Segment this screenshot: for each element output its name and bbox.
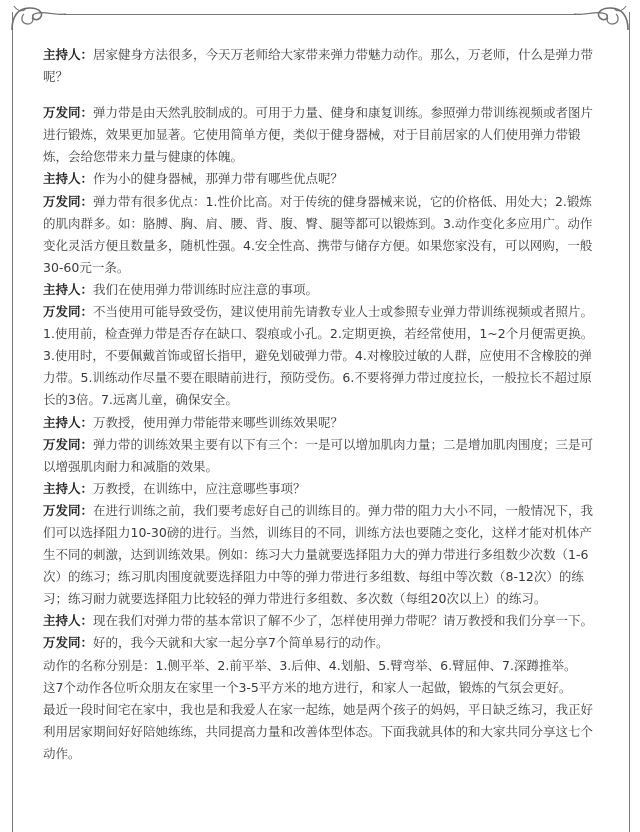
dialogue-paragraph xyxy=(43,434,595,478)
dialogue-paragraph xyxy=(43,279,595,301)
dialogue-paragraph xyxy=(43,655,595,677)
speaker-label: 主持人： xyxy=(43,171,94,187)
dialogue-paragraph xyxy=(43,677,595,699)
speaker-label: 主持人： xyxy=(43,613,94,629)
paragraph-text: 不当使用可能导致受伤，建议使用前先请教专业人士或参照专业弹力带训练视频或者照片。1.使用前，检查弹力带是否存在缺口、裂痕或小孔。2.定期更换，若经常使用，1~2个月便需更换。3.使用时，不要佩戴首饰或留长指甲，避免划破弹力带。4.对橡胶过敏的人群，应使用不含橡胶的弹力带。5.训练动作尽量不要在眼睛前进行，预防受伤。6.不要将弹力带过度拉长，一般拉长不超过原长的3倍。7.远离儿童，确保安全。 xyxy=(43,304,594,408)
paragraph-text: 好的，我今天就和大家一起分享7个简单易行的动作。 xyxy=(93,635,389,651)
paragraph-text: 作为小的健身器械，那弹力带有哪些优点呢？ xyxy=(93,171,344,187)
paragraph-text: 我们在使用弹力带训练时应注意的事项。 xyxy=(93,281,319,297)
dialogue-paragraph xyxy=(43,610,595,632)
paragraph-text: 弹力带是由天然乳胶制成的。可用于力量、健身和康复训练。参照弹力带训练视频或者图片进行锻炼，效果更加显著。它使用简单方便，类似于健身器械，对于目前居家的人们使用弹力带锻炼，会给您带来力量与健康的体魄。 xyxy=(43,105,594,165)
dialogue-paragraph xyxy=(43,102,595,168)
dialogue-paragraph xyxy=(43,191,595,279)
speaker-label: 主持人： xyxy=(43,47,94,62)
speaker-label: 万发同： xyxy=(43,193,94,209)
speaker-label: 万发同： xyxy=(43,304,94,320)
left-corner-flourish-icon xyxy=(4,2,68,32)
speaker-label: 主持人： xyxy=(43,480,94,496)
top-border-rule xyxy=(64,14,576,15)
dialogue-paragraph xyxy=(43,699,595,765)
right-corner-flourish-icon xyxy=(572,2,636,32)
dialogue-paragraph xyxy=(43,478,595,500)
speaker-label: 主持人： xyxy=(43,281,94,297)
dialogue-paragraph xyxy=(43,500,595,610)
paragraph-text: 现在我们对弹力带的基本常识了解不少了，怎样使用弹力带呢？请万教授和我们分享一下。 xyxy=(93,613,594,629)
speaker-label: 万发同： xyxy=(43,105,94,121)
paragraph-text: 这7个动作各位听众朋友在家里一个3-5平方米的地方进行，和家人一起做，锻炼的气氛会更好。 xyxy=(43,679,572,695)
paragraph-text: 弹力带有很多优点：1.性价比高。对于传统的健身器械来说，它的价格低、用处大；2.锻炼的肌肉群多。如：胳膊、胸、肩、腰、背、腹、臀、腿等都可以锻炼到。3.动作变化多应用广。动作变化灵活方便且数量多，随机性强。4.安全性高、携带与储存方便。如果您家没有，可以网购，一般30-60元一条。 xyxy=(43,193,593,275)
paragraph-text: 居家健身方法很多，今天万老师给大家带来弹力带魅力动作。那么，万老师，什么是弹力带呢？ xyxy=(43,47,594,85)
dialogue-paragraph xyxy=(43,632,595,654)
paragraph-text: 弹力带的训练效果主要有以下有三个：一是可以增加肌肉力量；二是增加肌肉围度；三是可以增强肌肉耐力和减脂的效果。 xyxy=(43,436,594,474)
paragraph-text: 万教授，使用弹力带能带来哪些训练效果呢？ xyxy=(93,414,344,430)
speaker-label: 主持人： xyxy=(43,414,94,430)
paragraph-text: 最近一段时间宅在家中，我也是和我爱人在家一起练，她是两个孩子的妈妈，平日缺乏练习，我正好利用居家期间好好陪她练练，共同提高力量和改善体型体态。下面我就具体的和大家共同分享这七个动作。 xyxy=(43,701,594,761)
article-body xyxy=(43,44,595,765)
dialogue-paragraph xyxy=(43,301,595,411)
paragraph-text: 动作的名称分别是：1.侧平举、2.前平举、3.后伸、4.划船、5.臂弯举、6.臂屈伸、7.深蹲推举。 xyxy=(43,657,577,673)
paragraph-spacer xyxy=(43,88,595,102)
speaker-label: 万发同： xyxy=(43,436,94,452)
speaker-label: 万发同： xyxy=(43,502,94,518)
dialogue-paragraph xyxy=(43,168,595,190)
speaker-label: 万发同： xyxy=(43,635,94,651)
dialogue-paragraph xyxy=(43,44,595,88)
paragraph-text: 万教授，在训练中，应注意哪些事项？ xyxy=(93,480,306,496)
paragraph-text: 在进行训练之前，我们要考虑好自己的训练目的。弹力带的阻力大小不同，一般情况下，我们可以选择阻力10-30磅的进行。当然，训练目的不同，训练方法也要随之变化，这样才能对机体产生不同的刺激，达到训练效果。例如：练习大力量就要选择阻力大的弹力带进行多组数少次数（1-6次）的练习；练习肌肉围度就要选择阻力中等的弹力带进行多组数、每组中等次数（8-12次）的练习；练习耐力就要选择阻力比较轻的弹力带进行多组数、多次数（每组20次以上）的练习。 xyxy=(43,502,594,607)
dialogue-paragraph xyxy=(43,412,595,434)
